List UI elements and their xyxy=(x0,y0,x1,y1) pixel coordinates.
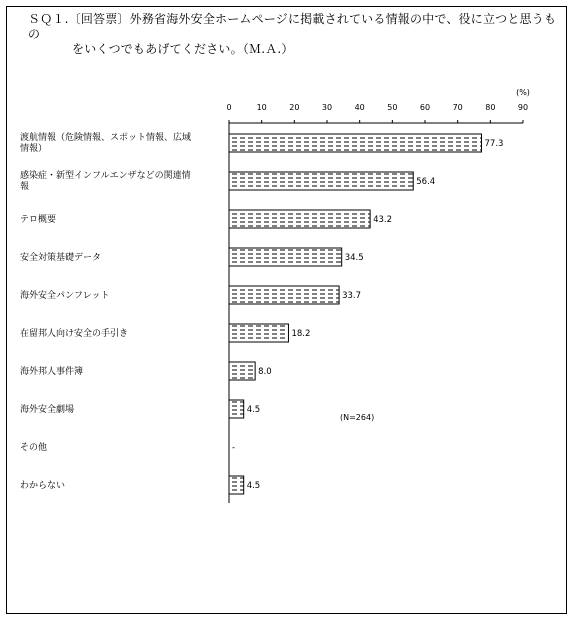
bar xyxy=(229,210,370,228)
bar xyxy=(229,286,339,304)
category-label: 海外安全パンフレット xyxy=(20,291,110,301)
data-label: 8.0 xyxy=(258,367,272,377)
data-label: 4.5 xyxy=(246,405,261,415)
category-label: 海外安全劇場 xyxy=(20,405,75,415)
bar xyxy=(229,400,244,418)
data-label: 18.2 xyxy=(291,329,311,339)
category-label: わからない xyxy=(20,481,66,491)
question-line-1: ＳＱ１.〔回答票〕外務省海外安全ホームページに掲載されている情報の中で、役に立つと思うもの xyxy=(28,12,557,41)
bar xyxy=(229,324,288,342)
category-label: 渡航情報（危険情報、スポット情報、広域 xyxy=(20,133,192,143)
x-tick-label: 70 xyxy=(452,103,463,112)
category-label: その他 xyxy=(20,443,48,453)
data-label: 77.3 xyxy=(484,139,504,149)
category-label: 在留邦人向け安全の手引き xyxy=(20,329,129,339)
x-tick-label: 50 xyxy=(387,103,398,112)
data-label: 33.7 xyxy=(342,291,362,301)
sample-size-note: (N=264) xyxy=(340,413,375,422)
data-label: 56.4 xyxy=(416,177,436,187)
category-label: 海外邦人事件簿 xyxy=(20,367,84,377)
category-label: 情報） xyxy=(20,144,48,154)
data-label: 34.5 xyxy=(344,253,364,263)
x-tick-label: 30 xyxy=(321,103,333,112)
unit-label: (%) xyxy=(516,88,530,97)
bar xyxy=(229,172,413,190)
data-label: - xyxy=(232,443,236,453)
data-label: 43.2 xyxy=(373,215,393,225)
bar xyxy=(229,476,244,494)
x-tick-label: 80 xyxy=(485,103,496,112)
x-tick-label: 0 xyxy=(226,103,232,112)
category-label: 感染症・新型インフルエンザなどの関連情 xyxy=(20,171,191,181)
x-tick-label: 90 xyxy=(517,103,529,112)
category-label: 報 xyxy=(20,182,30,192)
bar xyxy=(229,362,255,380)
x-tick-label: 20 xyxy=(289,103,300,112)
data-label: 4.5 xyxy=(246,481,261,491)
question-line-2: をいくつでもあげてください。（Ｍ.Ａ.） xyxy=(72,42,294,56)
x-tick-label: 40 xyxy=(354,103,365,112)
x-tick-label: 10 xyxy=(256,103,267,112)
bar xyxy=(229,134,482,152)
x-tick-label: 60 xyxy=(419,103,431,112)
bar xyxy=(229,248,342,266)
category-label: 安全対策基礎データ xyxy=(20,253,102,263)
category-label: テロ概要 xyxy=(20,215,57,225)
